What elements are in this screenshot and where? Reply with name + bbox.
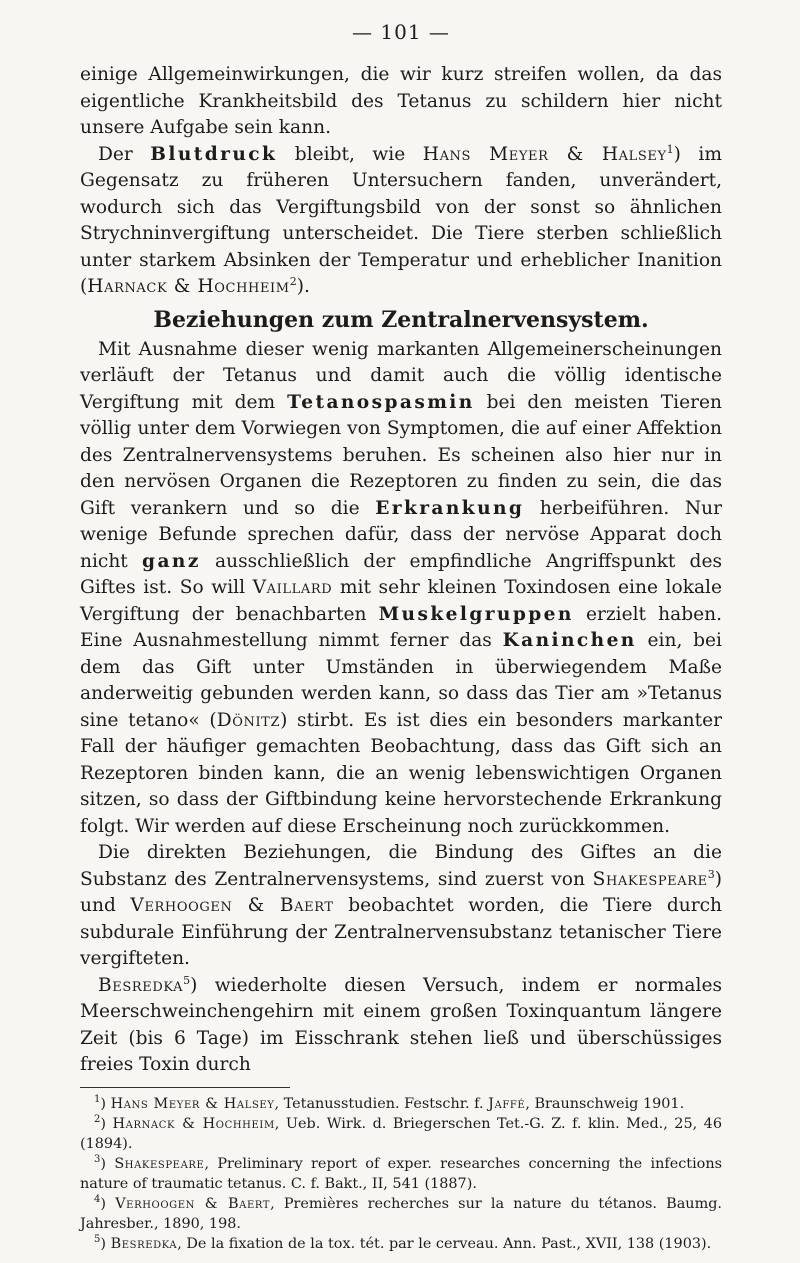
term-ganz: ganz [142,550,201,572]
footnote-ref: 5 [183,973,191,987]
author-ref: Harnack & Hochheim [87,276,290,297]
footnote: $^4$) Verhoogen & Baert, Premières recherches sur la nature du tétanos. Baumg. Jahresber., 1890, 198. [80,1193,723,1232]
paragraph-2: Der Blutdruck bleibt, wie Hans Meyer & Halsey$^1$) im Gegensatz zu früheren Untersuchern fanden, unverändert, wodurch sich das Vergiftungsbild von der sonst so ähnlichen Strychninvergiftung unterscheidet. Die Tiere sterben schließlich unter starkem Absinken der Temperatur und erheblicher Inanition (Harnack & Hochheim$^2$). [80,142,723,297]
paragraph-4: Die direkten Beziehungen, die Bindung des Giftes an die Substanz des Zentralnervensystems, sind zuerst von Shakespeare$^3$) und Verhoogen & Baert beobachtet worden, die Tiere durch subdurale Einführung der Zentralnervensubstanz tetanischer Tiere vergifteten. [80,842,722,969]
term-kaninchen: Kaninchen [502,630,637,651]
term-tetanospasmin: Tetanospasmin [287,391,475,413]
author-ref: Hans Meyer & Halsey [422,143,667,165]
footnote-ref: 3 [707,867,715,881]
footnote: $^1$) Hans Meyer & Halsey, Tetanusstudien. Festschr. f. Jaffé, Braunschweig 1901. [94,1093,685,1112]
author-ref: Besredka [98,974,184,996]
term-blutdruck: Blutdruck [150,143,278,165]
footnote-divider [80,1087,290,1088]
author-ref: Shakespeare [592,868,708,890]
section-heading: Beziehungen zum Zentralnervensystem. [153,306,649,333]
author-ref: Dönitz [216,709,281,731]
author-ref: Verhoogen & Baert [130,895,334,916]
footnote: $^5$) Besredka, De la fixation de la tox. tét. par le cerveau. Ann. Past., XVII, 138 (1903). [94,1233,712,1252]
page-number: — 101 — [352,20,450,44]
author-ref: Vaillard [252,577,333,598]
footnote-ref: 2 [289,274,297,288]
term-erkrankung: Erkrankung [375,497,525,519]
footnote-ref: 1 [666,142,674,156]
footnotes [80,1094,722,1254]
footnote: $^2$) Harnack & Hochheim, Ueb. Wirk. d. Briegerschen Tet.-G. Z. f. klin. Med., 25, 46 (1894). [80,1113,722,1152]
paragraph-5: Besredka$^5$) wiederholte diesen Versuch, indem er normales Meerschweinchengehirn mit einem großen Toxinquantum längere Zeit (bis 6 Tage) im Eisschrank stehen ließ und überschüssiges freies Toxin durch [80,973,722,1075]
paragraph-3: Mit Ausnahme dieser wenig markanten Allgemeinerscheinungen verläuft der Tetanus und damit auch die völlig identische Vergiftung mit dem Tetanospasmin bei den meisten Tieren völlig unter dem Vorwiegen von Symptomen, die auf einer Affektion des Zentralnervensystems beruhen. Es scheinen also hier nur in den nervösen Organen die Rezeptoren zu finden zu sein, die das Gift verankern und so die Erkrankung herbeiführen. Nur wenige Befunde sprechen dafür, dass der nervöse Apparat doch nicht ganz ausschließlich der empfindliche Angriffspunkt des Giftes ist. So will Vaillard mit sehr kleinen Toxindosen eine lokale Vergiftung der benachbarten Muskelgruppen erzielt haben. Eine Ausnahmestellung nimmt ferner das Kaninchen ein, bei dem das Gift unter Umständen in überwiegendem Maße anderweitig gebunden werden kann, so dass das Tier am »Tetanus sine tetano« (Dönitz) stirbt. Es ist dies ein besonders markanter Fall der häufiger gemachten Beobachtung, dass das Gift sich an Rezeptoren binden kann, die an wenig lebenswichtigen Organen sitzen, so dass der Giftbindung keine hervorstechende Erkrankung folgt. Wir werden auf diese Erscheinung noch zurückkommen. [80,338,723,837]
term-muskelgruppen: Muskelgruppen [378,603,574,625]
footnote: $^3$) Shakespeare, Preliminary report of exper. researches concerning the infections nature of traumatic tetanus. C. f. Bakt., II, 541 (1887). [80,1153,722,1192]
paragraph-1: einige Allgemeinwirkungen, die wir kurz streifen wollen, da das eigentliche Krankheitsbild des Tetanus zu schildern hier nicht unsere Aufgabe sein kann. [80,64,722,138]
